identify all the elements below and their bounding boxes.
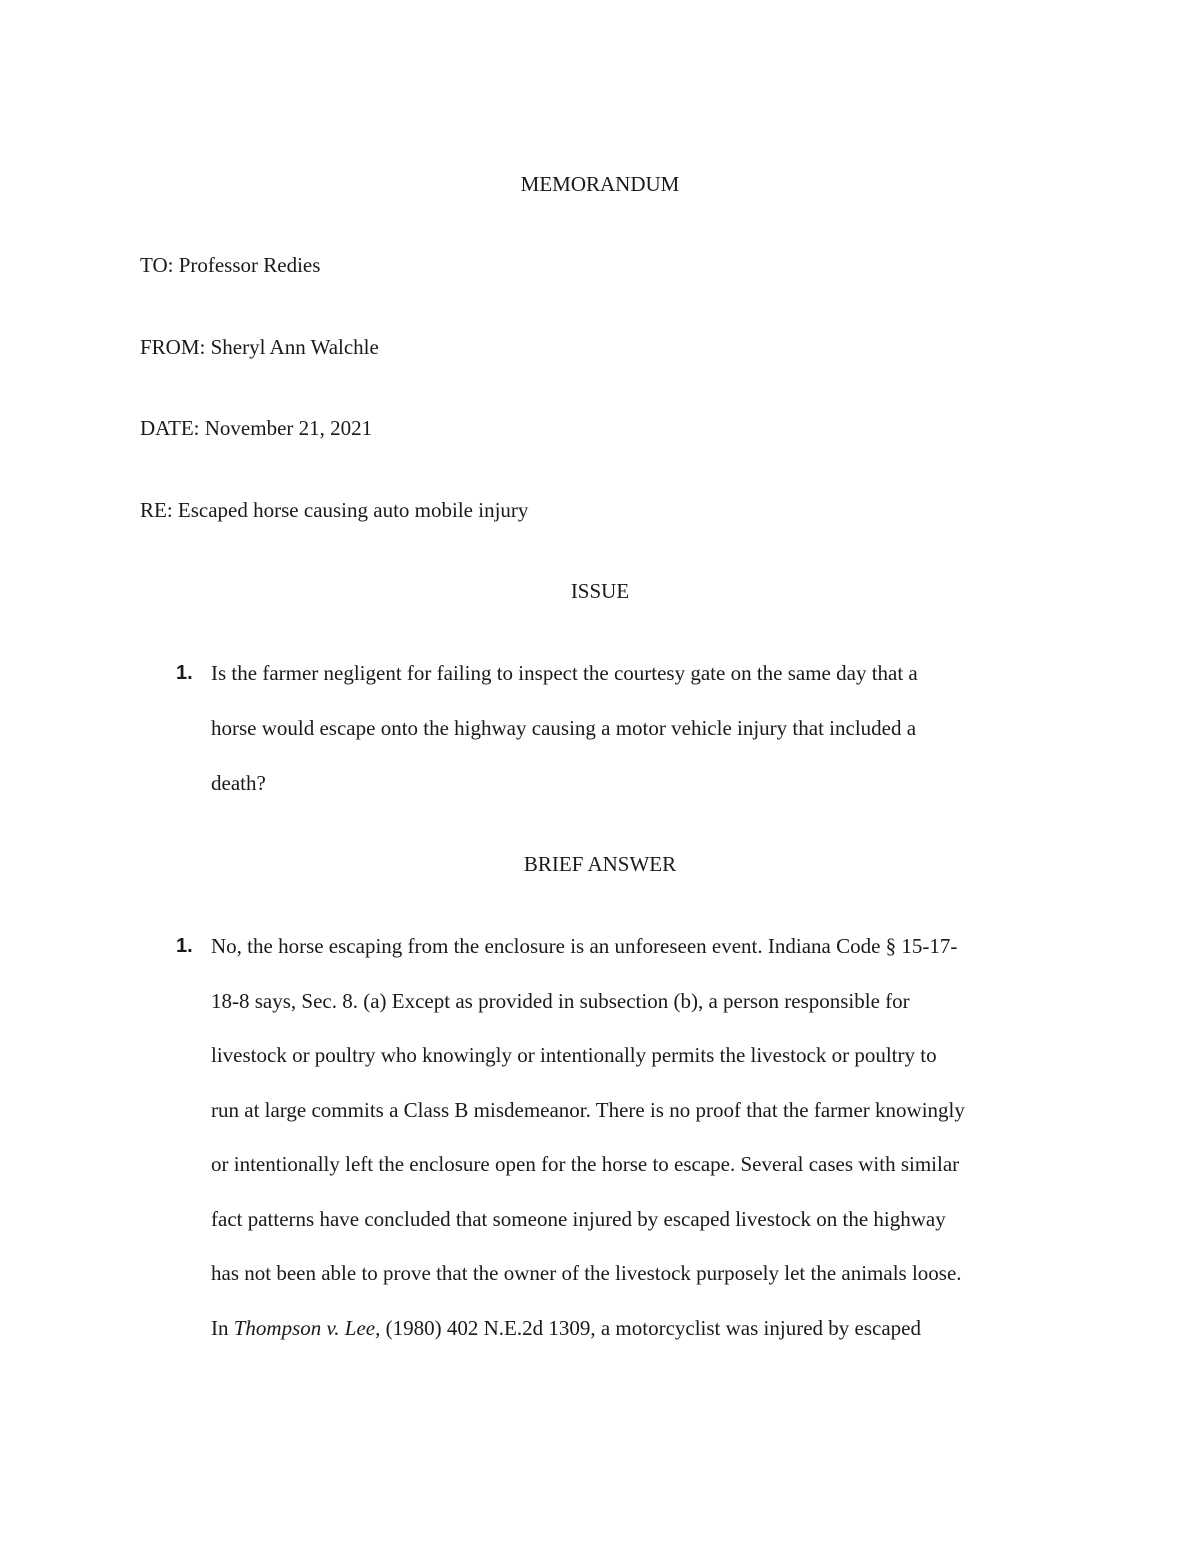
case-citation: Thompson v. Lee, (233, 1316, 381, 1340)
issue-heading: ISSUE (570, 579, 630, 603)
memo-date: DATE: November 21, 2021 (140, 416, 373, 440)
brief-answer-line: has not been able to prove that the owner of the livestock purposely let the animals loose. (211, 1261, 962, 1285)
memo-re: RE: Escaped horse causing auto mobile injury (140, 498, 529, 522)
memo-from: FROM: Sheryl Ann Walchle (140, 335, 379, 359)
line-prefix: In (211, 1316, 234, 1340)
brief-answer-heading: BRIEF ANSWER (523, 852, 677, 876)
issue-line: death? (211, 771, 266, 795)
brief-answer-line: fact patterns have concluded that someone injured by escaped livestock on the highway (211, 1207, 946, 1231)
brief-answer-line (211, 1315, 921, 1341)
brief-answer-line: livestock or poultry who knowingly or intentionally permits the livestock or poultry to (211, 1043, 937, 1067)
line-suffix: (1980) 402 N.E.2d 1309, a motorcyclist was injured by escaped (380, 1316, 921, 1340)
memo-title: MEMORANDUM (520, 172, 680, 196)
memo-to: TO: Professor Redies (140, 253, 321, 277)
brief-answer-line: 18-8 says, Sec. 8. (a) Except as provided in subsection (b), a person responsible for (211, 989, 910, 1013)
brief-answer-line: No, the horse escaping from the enclosure is an unforeseen event. Indiana Code § 15-17- (211, 934, 958, 958)
brief-answer-line: or intentionally left the enclosure open for the horse to escape. Several cases with similar (211, 1152, 960, 1176)
issue-line: Is the farmer negligent for failing to inspect the courtesy gate on the same day that a (211, 661, 918, 685)
brief-answer-item-number: 1. (176, 935, 193, 957)
issue-item-number: 1. (176, 662, 193, 684)
issue-line: horse would escape onto the highway causing a motor vehicle injury that included a (211, 716, 917, 740)
brief-answer-line: run at large commits a Class B misdemeanor. There is no proof that the farmer knowingly (211, 1098, 965, 1122)
